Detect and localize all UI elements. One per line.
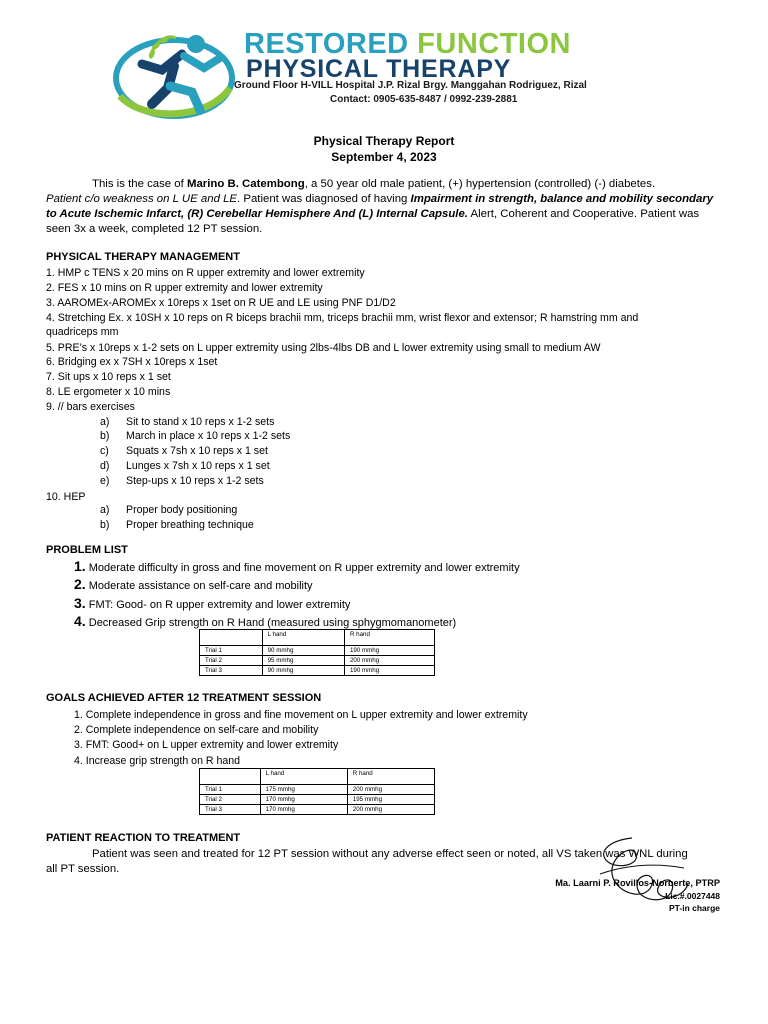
intro-paragraph (46, 177, 720, 192)
signatory-license: Lic.#.0027448 (665, 891, 720, 901)
table-row: Trial 1 90 mmhg 190 mmhg (200, 646, 435, 656)
diagnosis-text: Impairment in strength, balance and mobility secondary to Acute Ischemic Infarct, (R) Cerebellar Hemisphere And (L) Internal Capsule. (46, 193, 714, 220)
chief-complaint: Patient c/o weakness on L UE and LE (46, 193, 238, 205)
goal-item: 3. FMT: Good+ on L upper extremity and lower extremity (74, 739, 339, 751)
hep-label: 10. HEP (46, 491, 86, 503)
management-item: 2. FES x 10 mins on R upper extremity and lower extremity (46, 282, 323, 294)
grip-strength-table-before (199, 629, 435, 676)
signatory-name: Ma. Laarni P. Rovillos-Norberte, PTRP (555, 878, 720, 888)
problem-item: 2. Moderate assistance on self-care and mobility (74, 576, 313, 592)
patient-status: Alert, Coherent and Cooperative. Patient was seen 3x a week, completed 12 PT session. (46, 208, 700, 235)
goal-item: 1. Complete independence in gross and fine movement on L upper extremity and lower extremity (74, 709, 528, 721)
brand-word-function: FUNCTION (417, 28, 571, 60)
management-item: 3. AAROMEx-AROMEx x 10reps x 1set on R UE and LE using PNF D1/D2 (46, 297, 396, 309)
table-row: Trial 3 90 mmhg 190 mmhg (200, 666, 435, 676)
table-row: Trial 1 175 mmhg 200 mmhg (200, 785, 435, 795)
problem-item: 4. Decreased Grip strength on R Hand (measured using sphygmomanometer) (74, 613, 457, 629)
problem-item: 1. Moderate difficulty in gross and fine movement on R upper extremity and lower extremity (74, 558, 520, 574)
goal-item: 2. Complete independence on self-care and mobility (74, 724, 319, 736)
goals-heading: GOALS ACHIEVED AFTER 12 TREATMENT SESSION (46, 692, 322, 704)
grip-strength-table-after (199, 768, 435, 815)
letterhead (112, 22, 664, 122)
patient-name: Marino B. Catembong (186, 178, 305, 190)
reaction-line: Patient was seen and treated for 12 PT session without any adverse effect seen or noted, all VS taken was WNL during (92, 848, 688, 860)
goal-item: 4. Increase grip strength on R hand (74, 755, 241, 767)
management-heading: PHYSICAL THERAPY MANAGEMENT (46, 251, 240, 263)
management-item: 8. LE ergometer x 10 mins (46, 386, 171, 398)
management-item: 1. HMP c TENS x 20 mins on R upper extremity and lower extremity (46, 267, 365, 279)
intro-text-a: This is the case of (92, 178, 187, 190)
table-row: Trial 2 95 mmhg 200 mmhg (200, 656, 435, 666)
intro-text-b: , a 50 year old male patient, (+) hypertension (controlled) (-) diabetes. (304, 178, 656, 190)
diagnosis-paragraph (46, 192, 720, 237)
table-header-row: L hand R hand (200, 630, 435, 646)
reaction-line: all PT session. (46, 863, 120, 875)
clinic-contact: Contact: 0905-635-8487 / 0992-239-2881 (330, 94, 518, 105)
diagnosis-lead: . Patient was diagnosed of having (237, 193, 411, 205)
table-row: Trial 2 170 mmhg 195 mmhg (200, 795, 435, 805)
management-item: 6. Bridging ex x 7SH x 10reps x 1set (46, 356, 218, 368)
report-title: Physical Therapy Report (313, 134, 455, 148)
report-page: RESTORED FUNCTION PHYSICAL THERAPY Ground Floor H-VILL Hospital J.P. Rizal Brgy. Manggahan Rodriguez, Rizal Contact: 0905-635-8487 / 0992-239-2881 Physical Therapy Report September 4, 2023 This is the case of Marino B. Catembong, a 50 year old male patient, (+) hypertension (controlled) (-) diabetes. Patient c/o weakness on L UE and LE. Patient was diagnosed of having Impairment in strength, balance and mobility secondary to Acute Ischemic Infarct, (R) Cerebellar Hemisphere And (L) Internal Capsule. Alert, Coherent and Cooperative. Patient was seen 3x a week, completed 12 PT session. PHYSICAL THERAPY MANAGEMENT 1. HMP c TENS x 20 mins on R upper extremity and lower extremity 2. FES x 10 mins on R upper extremity and lower extremity 3. AAROMEx-AROMEx x 10reps x 1set on R UE and LE using PNF D1/D2 4. Stretching Ex. x 10SH x 10 reps on R biceps brachii mm, triceps brachii mm, wrist flexor and extensor; R hamstring mm and quadriceps mm 5. PRE’s x 10reps x 1-2 sets on L upper extremity using 2lbs-4lbs DB and L lower extremity using small to medium AW 6. Bridging ex x 7SH x 10reps x 1set 7. Sit ups x 10 reps x 1 set 8. LE ergometer x 10 mins 9. // bars exercises a) Sit to stand x 10 reps x 1-2 sets b) March in place x 10 reps x 1-2 sets c) Squats x 7sh x 10 reps x 1 set d) Lunges x 7sh x 10 reps x 1 set e) Step-ups x 10 reps x 1-2 sets 10. HEP a) Proper body positioning b) Proper breathing technique PROBLEM LIST 1. Moderate difficulty in gross and fine movement on R upper extremity and lower extremity 2. Moderate assistance on self-care and mobility 3. FMT: Good- on R upper extremity and lower extremity 4. Decreased Grip strength on R Hand (measured using sphygmomanometer) L hand R hand Trial 1 90 mmhg 190 mmhg Trial 2 95 mmhg 200 mmhg Trial 3 90 mmhg 190 mmhg GOALS ACHIEVED AFTER 12 TREATMENT SESSION 1. Complete independence in gross and fine movement on L upper extremity and lower extremity 2. Complete independence on self-care and mobility 3. FMT: Good+ on L upper extremity and lower extremity 4. Increase grip strength on R hand L hand R hand Trial 1 175 mmhg 200 mmhg Trial 2 170 mmhg 195 mmhg Trial 3 170 mmhg 200 mmhg PATIENT REACTION TO TREATMENT Patient was seen and treated for 12 PT session without any adverse effect seen or noted, all VS taken was WNL during all PT session. Ma. Laarni P. Rovillos-Norberte, PTRP Lic.#.0027448 PT-in charge (0, 0, 768, 1024)
reaction-heading: PATIENT REACTION TO TREATMENT (46, 832, 241, 844)
report-date: September 4, 2023 (331, 150, 437, 164)
management-item: 9. // bars exercises (46, 401, 135, 413)
brand-word-restored: RESTORED (244, 28, 409, 60)
table-header-row: L hand R hand (200, 769, 435, 785)
clinic-address: Ground Floor H-VILL Hospital J.P. Rizal Brgy. Manggahan Rodriguez, Rizal (234, 80, 587, 91)
runner-logo-icon (112, 26, 240, 122)
table-row: Trial 3 170 mmhg 200 mmhg (200, 805, 435, 815)
problem-item: 3. FMT: Good- on R upper extremity and lower extremity (74, 595, 351, 611)
brand-name-line2: PHYSICAL THERAPY (246, 55, 512, 83)
signatory-role: PT-in charge (668, 903, 720, 913)
management-item: 7. Sit ups x 10 reps x 1 set (46, 371, 171, 383)
management-item: 4. Stretching Ex. x 10SH x 10 reps on R biceps brachii mm, triceps brachii mm, wrist flexor and extensor; R hamstring mm and (46, 312, 639, 324)
problem-list-heading: PROBLEM LIST (46, 544, 128, 556)
management-item: 5. PRE’s x 10reps x 1-2 sets on L upper extremity using 2lbs-4lbs DB and L lower extremity using small to medium AW (46, 342, 601, 354)
management-item: quadriceps mm (46, 326, 119, 338)
